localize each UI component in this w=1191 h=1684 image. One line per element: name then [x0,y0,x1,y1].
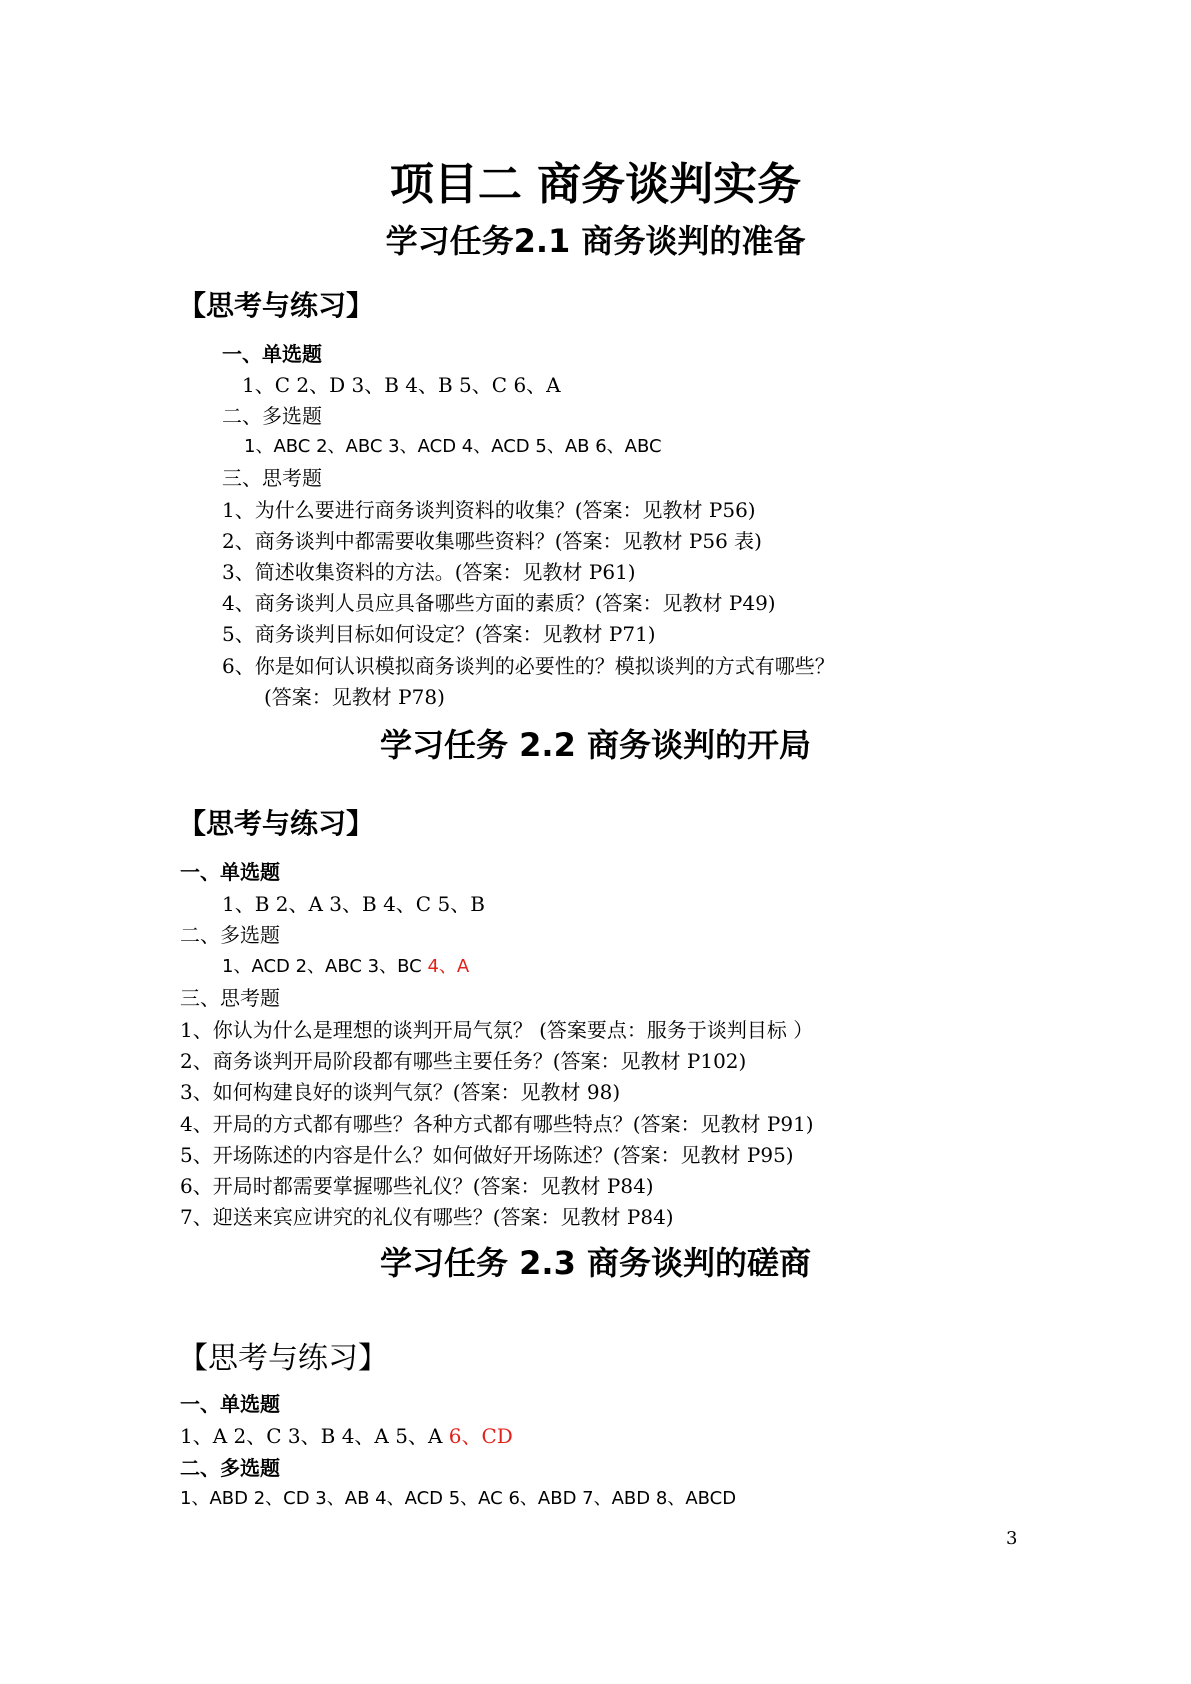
task-2-1-section-heading: 【思考与练习】 [178,289,375,322]
task-2-1-question: (答案：见教材 P78) [264,685,445,709]
task-2-3-single-choice-label: 一、单选题 [180,1392,280,1416]
task-2-2-title: 学习任务 2.2 商务谈判的开局 [380,726,811,764]
task-2-1-thinking-label: 三、思考题 [222,466,322,490]
task-2-3-single-choice-answers [180,1420,513,1449]
task-2-3-section-heading: 【思考与练习】 [178,1341,388,1376]
task-2-1-multi-choice-answers: 1、ABC 2、ABC 3、ACD 4、ACD 5、AB 6、ABC [244,436,662,457]
task-2-2-question: 4、开局的方式都有哪些？各种方式都有哪些特点？(答案：见教材 P91) [180,1112,814,1136]
task-2-2-multi-choice-answers-corrected: 4、A [427,956,470,977]
task-2-2-question: 7、迎送来宾应讲究的礼仪有哪些？(答案：见教材 P84) [180,1205,674,1229]
task-2-2-question: 6、开局时都需要掌握哪些礼仪？(答案：见教材 P84) [180,1174,654,1198]
task-2-2-thinking-label: 三、思考题 [180,986,280,1010]
task-2-2-multi-choice-answers-text: 1、ACD 2、ABC 3、BC [222,956,428,977]
task-2-2-multi-choice-answers [222,952,469,978]
task-2-3-title: 学习任务 2.3 商务谈判的磋商 [380,1244,811,1282]
task-2-2-question: 2、商务谈判开局阶段都有哪些主要任务？(答案：见教材 P102) [180,1049,747,1073]
task-2-1-multi-choice-label: 二、多选题 [222,404,322,428]
task-2-1-question: 4、商务谈判人员应具备哪些方面的素质？(答案：见教材 P49) [222,591,776,615]
task-2-2-single-choice-label: 一、单选题 [180,860,280,884]
task-2-1-question: 5、商务谈判目标如何设定？(答案：见教材 P71) [222,622,656,646]
task-2-1-single-choice-label: 一、单选题 [222,342,322,366]
task-2-1-single-choice-answers: 1、C 2、D 3、B 4、B 5、C 6、A [242,373,561,397]
task-2-2-single-choice-answers: 1、B 2、A 3、B 4、C 5、B [222,892,485,916]
project-title: 项目二 商务谈判实务 [389,159,802,210]
task-2-2-question: 1、你认为什么是理想的谈判开局气氛？ (答案要点：服务于谈判目标 ） [180,1018,814,1042]
task-2-3-single-choice-answers-corrected: 6、CD [448,1424,513,1448]
task-2-1-question: 6、你是如何认识模拟商务谈判的必要性的？模拟谈判的方式有哪些？ [222,654,835,678]
task-2-3-multi-choice-answers: 1、ABD 2、CD 3、AB 4、ACD 5、AC 6、ABD 7、ABD 8、ABCD [180,1488,737,1509]
task-2-1-question: 2、商务谈判中都需要收集哪些资料？(答案：见教材 P56 表) [222,529,762,553]
task-2-3-single-choice-answers-text: 1、A 2、C 3、B 4、A 5、A [180,1424,449,1448]
task-2-3-multi-choice-label: 二、多选题 [180,1456,280,1480]
task-2-2-question: 5、开场陈述的内容是什么？如何做好开场陈述？(答案：见教材 P95) [180,1143,794,1167]
task-2-2-multi-choice-label: 二、多选题 [180,923,280,947]
task-2-2-section-heading: 【思考与练习】 [178,807,375,840]
page-number: 3 [1006,1528,1018,1549]
task-2-2-question: 3、如何构建良好的谈判气氛？(答案：见教材 98) [180,1080,621,1104]
task-2-1-title: 学习任务2.1 商务谈判的准备 [385,222,806,260]
task-2-1-question: 1、为什么要进行商务谈判资料的收集？(答案：见教材 P56) [222,498,756,522]
task-2-1-question: 3、简述收集资料的方法。(答案：见教材 P61) [222,560,636,584]
